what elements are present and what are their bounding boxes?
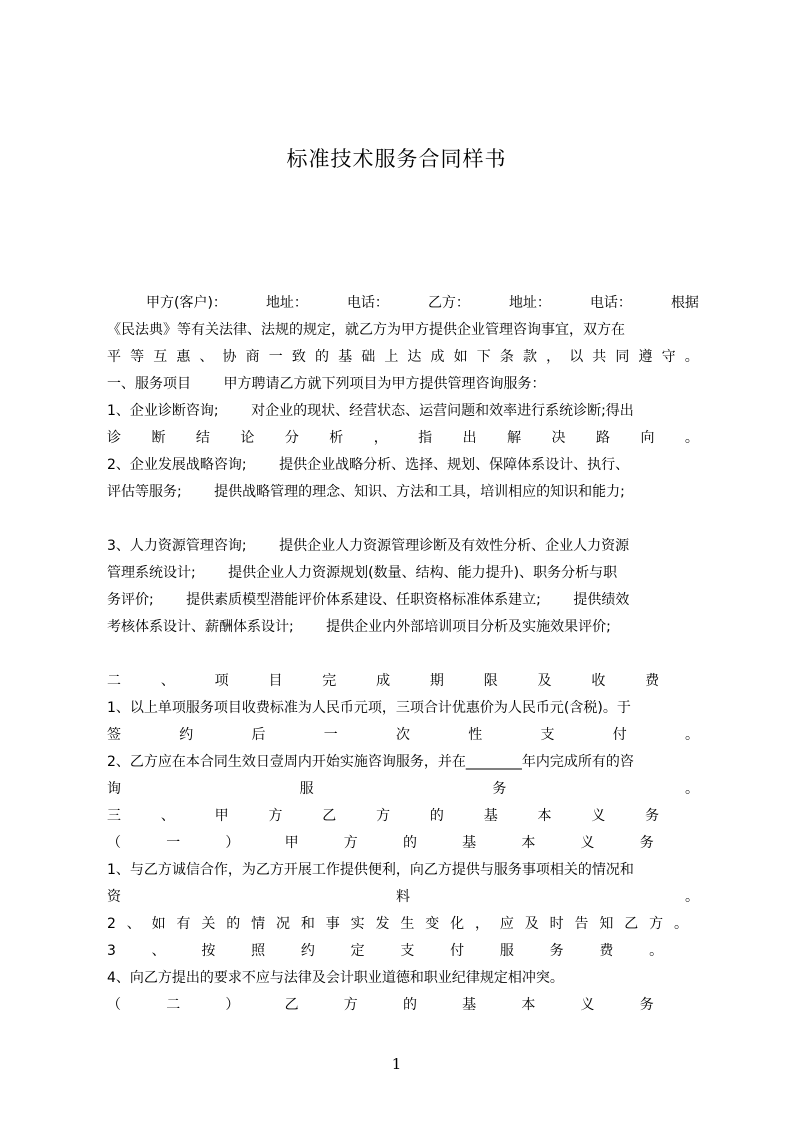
paragraph-line: 考核体系设计、薪酬体系设计; 提供企业内外部培训项目分析及实施效果评价; — [107, 619, 611, 635]
text-segment: 共 — [592, 349, 607, 365]
text-segment: 资 — [107, 889, 121, 905]
text-segment: 。 — [674, 916, 689, 932]
text-segment: 义 — [580, 835, 595, 851]
text-segment: 3 — [107, 943, 116, 959]
text-segment: 路 — [595, 430, 610, 446]
text-segment: （ — [107, 835, 121, 851]
text-segment: 甲方(客户)： — [146, 295, 227, 311]
text-segment: 签 — [107, 727, 121, 743]
text-segment: 解 — [507, 430, 522, 446]
text-segment: 、 — [126, 916, 141, 932]
text-segment: 务 — [492, 781, 507, 797]
paragraph-line: 2、乙方应在本合同生效日壹周内开始实施咨询服务，并在________年内完成所有的咨 — [107, 754, 634, 770]
text-segment: 成 — [376, 673, 391, 689]
text-segment: 地址： — [508, 295, 551, 311]
text-segment: 一 — [268, 349, 283, 365]
text-segment: 支 — [540, 727, 555, 743]
text-segment: 方 — [343, 835, 358, 851]
paragraph-line: 4、向乙方提出的要求不应与法律及会计职业道德和职业纪律规定相冲突。 — [107, 970, 564, 986]
text-segment: 的 — [402, 997, 417, 1013]
text-segment: 务 — [639, 997, 654, 1013]
text-segment: 、 — [151, 943, 166, 959]
text-segment: 应 — [499, 916, 514, 932]
text-segment: 商 — [245, 349, 260, 365]
text-segment: 付 — [450, 943, 465, 959]
paragraph-line — [107, 722, 699, 749]
text-segment: 定 — [350, 943, 365, 959]
paragraph-line: 3、人力资源管理咨询; 提供企业人力资源管理诊断及有效性分析、企业人力资源 — [107, 538, 630, 554]
paragraph-line: 1、以上单项服务项目收费标准为人民币元项，三项合计优惠价为人民币元(含税)。于 — [107, 700, 631, 716]
text-segment: 本 — [521, 835, 536, 851]
party-info-line — [107, 290, 699, 317]
paragraph-line: 2、企业发展战略咨询; 提供企业战略分析、选择、规划、保障体系设计、执行、 — [107, 457, 630, 473]
text-segment: 及 — [524, 916, 539, 932]
text-segment: 2 — [107, 916, 116, 932]
text-segment: 后 — [251, 727, 266, 743]
section-heading — [107, 668, 699, 695]
text-segment: 事 — [325, 916, 340, 932]
text-segment: 时 — [549, 916, 564, 932]
paragraph-line: 务评价; 提供素质模型潜能评价体系建设、任职资格标准体系建立; 提供绩效 — [107, 592, 630, 608]
text-segment: 诊 — [107, 430, 121, 446]
text-segment: 及 — [537, 673, 552, 689]
text-segment: 以 — [569, 349, 584, 365]
text-segment: 电话： — [589, 295, 632, 311]
text-segment: 本 — [537, 808, 552, 824]
text-segment: 惠 — [176, 349, 191, 365]
text-segment: 如 — [151, 916, 166, 932]
text-segment: 、 — [160, 808, 175, 824]
text-segment: 一 — [166, 835, 181, 851]
paragraph-line: 1、与乙方诚信合作，为乙方开展工作提供便利，向乙方提供与服务事项相关的情况和 — [107, 862, 634, 878]
text-segment: 方 — [376, 808, 391, 824]
text-segment: 款 — [522, 349, 537, 365]
text-segment: 。 — [684, 781, 699, 797]
text-segment: 服 — [299, 781, 314, 797]
paragraph-line: 《民法典》等有关法律、法规的规定，就乙方为甲方提供企业管理咨询事宜，双方在 — [107, 322, 625, 338]
text-segment: 二 — [107, 673, 121, 689]
paragraph-line — [107, 911, 699, 938]
text-segment: 期 — [429, 673, 444, 689]
section-heading — [107, 803, 699, 830]
text-segment: 生 — [400, 916, 415, 932]
text-segment: 限 — [483, 673, 498, 689]
text-segment: ， — [546, 349, 561, 365]
text-segment: 如 — [453, 349, 468, 365]
text-segment: 目 — [268, 673, 283, 689]
text-segment: 服 — [499, 943, 514, 959]
text-segment: 。 — [649, 943, 664, 959]
text-segment: 三 — [107, 808, 121, 824]
text-segment: 乙 — [284, 997, 299, 1013]
text-segment: 告 — [574, 916, 589, 932]
paragraph-line — [107, 425, 699, 452]
paragraph-line — [107, 776, 699, 803]
text-segment: 付 — [612, 727, 627, 743]
text-segment: 情 — [251, 916, 266, 932]
text-segment: ） — [225, 997, 240, 1013]
text-segment: 的 — [402, 835, 417, 851]
text-segment: 基 — [462, 835, 477, 851]
text-segment: 有 — [176, 916, 191, 932]
text-segment: 基 — [338, 349, 353, 365]
text-segment: 。 — [684, 430, 699, 446]
text-segment: 的 — [314, 349, 329, 365]
text-segment: 断 — [151, 430, 166, 446]
page-number: 1 — [391, 1055, 402, 1073]
text-segment: 致 — [291, 349, 306, 365]
document-title: 标准技术服务合同样书 — [286, 147, 507, 171]
text-segment: 析 — [329, 430, 344, 446]
paragraph-line — [107, 884, 699, 911]
text-segment: 约 — [179, 727, 194, 743]
text-segment: 的 — [429, 808, 444, 824]
text-segment: 互 — [153, 349, 168, 365]
text-segment: 次 — [396, 727, 410, 743]
text-segment: 询 — [107, 781, 121, 797]
text-segment: 务 — [639, 835, 654, 851]
text-segment: 论 — [240, 430, 255, 446]
text-segment: 方 — [268, 808, 283, 824]
text-segment: 电话： — [346, 295, 389, 311]
text-segment: 二 — [166, 997, 181, 1013]
text-segment: 收 — [591, 673, 606, 689]
text-segment: 。 — [684, 349, 699, 365]
text-segment: 遵 — [638, 349, 653, 365]
text-segment: 知 — [599, 916, 614, 932]
text-segment: ， — [373, 430, 388, 446]
text-segment: 关 — [201, 916, 216, 932]
text-segment: 方 — [343, 997, 358, 1013]
text-segment: 甲 — [284, 835, 299, 851]
text-segment: 地址： — [265, 295, 308, 311]
text-segment: 按 — [201, 943, 216, 959]
text-segment: 同 — [615, 349, 630, 365]
paragraph-line: 评估等服务; 提供战略管理的理念、知识、方法和工具，培训相应的知识和能力; — [107, 484, 625, 500]
text-segment: 守 — [661, 349, 676, 365]
subsection-heading — [107, 830, 699, 857]
text-segment: 和 — [300, 916, 315, 932]
text-segment: 方 — [649, 916, 664, 932]
text-segment: ） — [225, 835, 240, 851]
paragraph-line: 1、企业诊断咨询; 对企业的现状、经营状态、运营问题和效率进行系统诊断;得出 — [107, 403, 634, 419]
text-segment: 项 — [214, 673, 229, 689]
text-segment: 协 — [222, 349, 237, 365]
subsection-heading — [107, 992, 699, 1019]
section-heading: 一、服务项目 甲方聘请乙方就下列项目为甲方提供管理咨询服务： — [107, 376, 546, 392]
text-segment: 下 — [476, 349, 491, 365]
text-segment: 条 — [499, 349, 514, 365]
text-segment: 乙 — [322, 808, 337, 824]
paragraph-line — [107, 344, 699, 371]
text-segment: 出 — [462, 430, 477, 446]
text-segment: （ — [107, 997, 121, 1013]
text-segment: 费 — [599, 943, 614, 959]
text-segment: 义 — [580, 997, 595, 1013]
text-segment: 费 — [645, 673, 660, 689]
text-segment: 。 — [685, 727, 699, 743]
text-segment: 约 — [300, 943, 315, 959]
text-segment: 况 — [276, 916, 291, 932]
text-segment: 向 — [640, 430, 655, 446]
text-segment: 变 — [425, 916, 440, 932]
text-segment: 照 — [251, 943, 266, 959]
text-segment: 、 — [160, 673, 175, 689]
text-segment: 甲 — [214, 808, 229, 824]
text-segment: 成 — [430, 349, 445, 365]
text-segment: 乙 — [624, 916, 639, 932]
text-segment: 完 — [322, 673, 337, 689]
text-segment: 础 — [361, 349, 376, 365]
text-segment: 本 — [521, 997, 536, 1013]
text-segment: 料 — [396, 889, 410, 905]
text-segment: 根据 — [670, 295, 699, 311]
text-segment: 分 — [284, 430, 299, 446]
text-segment: 等 — [130, 349, 145, 365]
text-segment: 性 — [468, 727, 483, 743]
paragraph-line — [107, 938, 699, 965]
text-segment: ， — [475, 916, 490, 932]
text-segment: 达 — [407, 349, 422, 365]
text-segment: 基 — [462, 997, 477, 1013]
text-segment: 义 — [591, 808, 606, 824]
text-segment: 实 — [350, 916, 365, 932]
text-segment: 发 — [375, 916, 390, 932]
text-segment: 指 — [418, 430, 433, 446]
text-segment: 乙方： — [427, 295, 470, 311]
text-segment: 化 — [450, 916, 465, 932]
text-segment: 务 — [549, 943, 564, 959]
contract-body — [107, 290, 699, 1019]
text-segment: 、 — [199, 349, 214, 365]
paragraph-line: 管理系统设计; 提供企业人力资源规划(数量、结构、能力提升)、职务分析与职 — [107, 565, 618, 581]
text-segment: 。 — [685, 889, 699, 905]
text-segment: 上 — [384, 349, 399, 365]
text-segment: 的 — [226, 916, 241, 932]
text-segment: 支 — [400, 943, 415, 959]
text-segment: 基 — [483, 808, 498, 824]
text-segment: 一 — [323, 727, 338, 743]
text-segment: 平 — [107, 349, 121, 365]
text-segment: 务 — [645, 808, 660, 824]
text-segment: 决 — [551, 430, 566, 446]
text-segment: 结 — [195, 430, 210, 446]
